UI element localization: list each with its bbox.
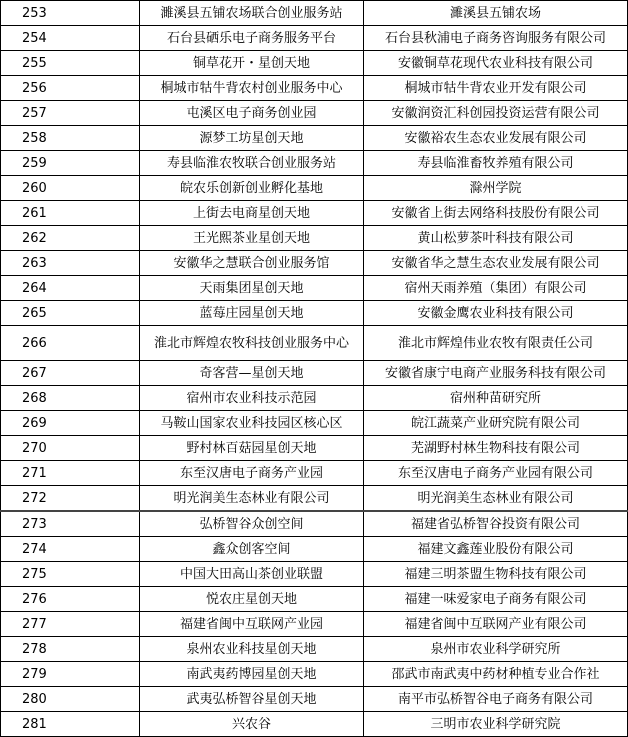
platform-name-cell: 泉州农业科技星创天地 [140, 637, 364, 662]
row-number-cell: 266 [1, 326, 140, 361]
row-number-cell: 258 [1, 126, 140, 151]
platform-name-cell: 明光润美生态林业有限公司 [140, 486, 364, 512]
row-number-cell: 280 [1, 687, 140, 712]
table-row [1, 326, 628, 361]
operator-org-cell: 明光润美生态林业有限公司 [364, 486, 628, 512]
row-number-cell: 261 [1, 201, 140, 226]
platform-name-cell: 福建省闽中互联网产业园 [140, 612, 364, 637]
platform-name-cell: 奇客营—星创天地 [140, 361, 364, 386]
table-row [1, 76, 628, 101]
row-number-cell: 278 [1, 637, 140, 662]
operator-org-cell: 黄山松萝茶叶科技有限公司 [364, 226, 628, 251]
table-row [1, 662, 628, 687]
table-row [1, 276, 628, 301]
row-number-cell: 264 [1, 276, 140, 301]
platform-name-cell: 天雨集团星创天地 [140, 276, 364, 301]
platform-name-cell: 武夷弘桥智谷星创天地 [140, 687, 364, 712]
operator-org-cell: 淮北市辉煌伟业农牧有限责任公司 [364, 326, 628, 361]
operator-org-cell: 寿县临淮畜牧养殖有限公司 [364, 151, 628, 176]
table-row [1, 562, 628, 587]
operator-org-cell: 泉州市农业科学研究所 [364, 637, 628, 662]
row-number-cell: 273 [1, 511, 140, 537]
platform-name-cell: 铜草花开・星创天地 [140, 51, 364, 76]
row-number-cell: 259 [1, 151, 140, 176]
table-row [1, 587, 628, 612]
row-number-cell: 263 [1, 251, 140, 276]
platform-name-cell: 濉溪县五铺农场联合创业服务站 [140, 1, 364, 26]
table-body [1, 1, 628, 737]
row-number-cell: 281 [1, 712, 140, 737]
row-number-cell: 254 [1, 26, 140, 51]
platform-name-cell: 东至汉唐电子商务产业园 [140, 461, 364, 486]
platform-name-cell: 屯溪区电子商务创业园 [140, 101, 364, 126]
operator-org-cell: 皖江蔬菜产业研究院有限公司 [364, 411, 628, 436]
row-number-cell: 271 [1, 461, 140, 486]
table-row [1, 511, 628, 537]
row-number-cell: 272 [1, 486, 140, 512]
platform-name-cell: 安徽华之慧联合创业服务馆 [140, 251, 364, 276]
table-row [1, 101, 628, 126]
row-number-cell: 276 [1, 587, 140, 612]
platform-name-cell: 源梦工坊星创天地 [140, 126, 364, 151]
platform-name-cell: 王光熙茶业星创天地 [140, 226, 364, 251]
operator-org-cell: 福建文鑫莲业股份有限公司 [364, 537, 628, 562]
operator-org-cell: 福建省闽中互联网产业有限公司 [364, 612, 628, 637]
operator-org-cell: 芜湖野村林生物科技有限公司 [364, 436, 628, 461]
row-number-cell: 262 [1, 226, 140, 251]
operator-org-cell: 安徽省华之慧生态农业发展有限公司 [364, 251, 628, 276]
operator-org-cell: 安徽金鹰农业科技有限公司 [364, 301, 628, 326]
row-number-cell: 256 [1, 76, 140, 101]
platform-name-cell: 皖农乐创新创业孵化基地 [140, 176, 364, 201]
operator-org-cell: 安徽润资汇科创园投资运营有限公司 [364, 101, 628, 126]
row-number-cell: 270 [1, 436, 140, 461]
row-number-cell: 267 [1, 361, 140, 386]
table-row [1, 51, 628, 76]
operator-org-cell: 安徽省康宁电商产业服务科技有限公司 [364, 361, 628, 386]
table-row [1, 361, 628, 386]
table-row [1, 411, 628, 436]
operator-org-cell: 滁州学院 [364, 176, 628, 201]
operator-org-cell: 石台县秋浦电子商务咨询服务有限公司 [364, 26, 628, 51]
table-row [1, 301, 628, 326]
platform-name-cell: 寿县临淮农牧联合创业服务站 [140, 151, 364, 176]
row-number-cell: 269 [1, 411, 140, 436]
table-row [1, 461, 628, 486]
row-number-cell: 257 [1, 101, 140, 126]
table-row [1, 386, 628, 411]
table-row [1, 637, 628, 662]
operator-org-cell: 濉溪县五铺农场 [364, 1, 628, 26]
operator-org-cell: 安徽裕农生态农业发展有限公司 [364, 126, 628, 151]
row-number-cell: 265 [1, 301, 140, 326]
platform-name-cell: 淮北市辉煌农牧科技创业服务中心 [140, 326, 364, 361]
row-number-cell: 275 [1, 562, 140, 587]
operator-org-cell: 安徽铜草花现代农业科技有限公司 [364, 51, 628, 76]
table-row [1, 687, 628, 712]
operator-org-cell: 宿州种苗研究所 [364, 386, 628, 411]
platform-name-cell: 南武夷药博园星创天地 [140, 662, 364, 687]
table-row [1, 176, 628, 201]
platform-name-cell: 马鞍山国家农业科技园区核心区 [140, 411, 364, 436]
table-row [1, 537, 628, 562]
platform-name-cell: 悦农庄星创天地 [140, 587, 364, 612]
table-row [1, 486, 628, 512]
platform-name-cell: 弘桥智谷众创空间 [140, 511, 364, 537]
platform-name-cell: 蓝莓庄园星创天地 [140, 301, 364, 326]
operator-org-cell: 东至汉唐电子商务产业园有限公司 [364, 461, 628, 486]
row-number-cell: 255 [1, 51, 140, 76]
table-row [1, 201, 628, 226]
row-number-cell: 279 [1, 662, 140, 687]
operator-org-cell: 福建三明茶盟生物科技有限公司 [364, 562, 628, 587]
table-row [1, 712, 628, 737]
platform-name-cell: 鑫众创客空间 [140, 537, 364, 562]
platform-name-cell: 中国大田高山茶创业联盟 [140, 562, 364, 587]
row-number-cell: 277 [1, 612, 140, 637]
operator-org-cell: 安徽省上街去网络科技股份有限公司 [364, 201, 628, 226]
operator-org-cell: 宿州天雨养殖（集团）有限公司 [364, 276, 628, 301]
table-row [1, 1, 628, 26]
operator-org-cell: 桐城市牯牛背农业开发有限公司 [364, 76, 628, 101]
platform-name-cell: 野村林百菇园星创天地 [140, 436, 364, 461]
operator-org-cell: 福建一味爱家电子商务有限公司 [364, 587, 628, 612]
platform-name-cell: 宿州市农业科技示范园 [140, 386, 364, 411]
table-row [1, 126, 628, 151]
platform-name-cell: 上街去电商星创天地 [140, 201, 364, 226]
row-number-cell: 260 [1, 176, 140, 201]
table-row [1, 226, 628, 251]
table-row [1, 26, 628, 51]
platform-name-cell: 桐城市牯牛背农村创业服务中心 [140, 76, 364, 101]
operator-org-cell: 南平市弘桥智谷电子商务有限公司 [364, 687, 628, 712]
table-row [1, 151, 628, 176]
operator-org-cell: 福建省弘桥智谷投资有限公司 [364, 511, 628, 537]
row-number-cell: 253 [1, 1, 140, 26]
operator-org-cell: 三明市农业科学研究院 [364, 712, 628, 737]
platform-name-cell: 兴农谷 [140, 712, 364, 737]
table-row [1, 612, 628, 637]
platform-name-cell: 石台县硒乐电子商务服务平台 [140, 26, 364, 51]
row-number-cell: 274 [1, 537, 140, 562]
table-row [1, 436, 628, 461]
table-row [1, 251, 628, 276]
row-number-cell: 268 [1, 386, 140, 411]
operator-org-cell: 邵武市南武夷中药材种植专业合作社 [364, 662, 628, 687]
